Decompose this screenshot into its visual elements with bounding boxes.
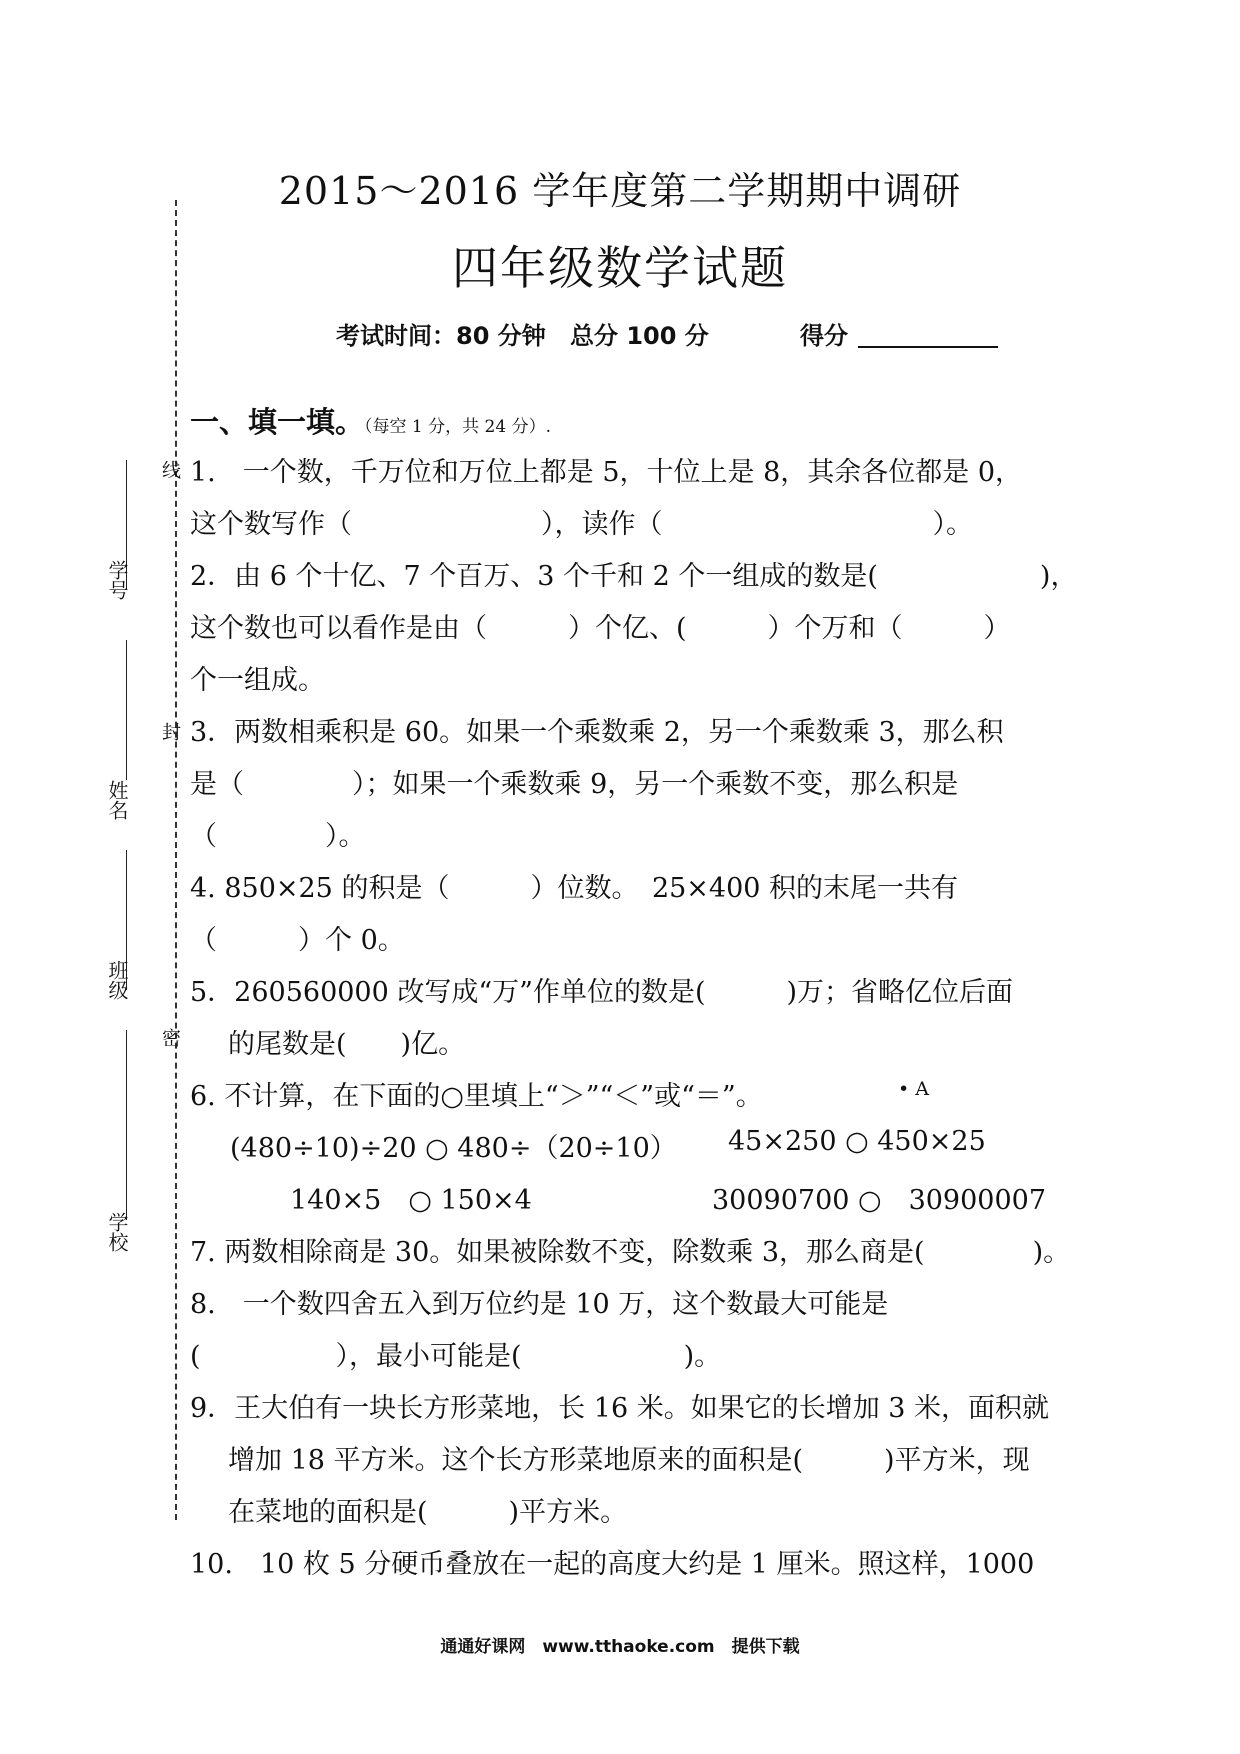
- binding-mark-line: 线: [159, 460, 181, 479]
- class-label: 班级: [105, 960, 129, 1000]
- binding-mark-secret: 密: [159, 1028, 181, 1047]
- question-8-line1: 8. 一个数四舍五入到万位约是 10 万，这个数最大可能是: [190, 1289, 889, 1320]
- score-blank-line: [858, 346, 998, 348]
- question-1-line2: 这个数写作（ ），读作（ ）。: [190, 509, 973, 540]
- question-10-line1: 10. 10 枚 5 分硬币叠放在一起的高度大约是 1 厘米。照这样，1000: [190, 1549, 1035, 1580]
- school-line: [126, 1030, 127, 1220]
- question-3-line1: 3．两数相乘积是 60。如果一个乘数乘 2，另一个乘数乘 3，那么积: [190, 717, 1004, 748]
- student-id-label: 学号: [105, 560, 129, 600]
- question-2-line3: 个一组成。: [190, 665, 325, 696]
- question-6-row1-right: 45×250 ○ 450×25: [728, 1126, 986, 1157]
- question-3-line3: （ ）。: [190, 821, 366, 852]
- question-5-line1: 5．260560000 改写成“万”作单位的数是( )万；省略亿位后面: [190, 977, 1014, 1008]
- question-6-row1-left: (480÷10)÷20 ○ 480÷（20÷10）: [230, 1133, 677, 1164]
- total-score: 总分 100 分: [570, 322, 709, 350]
- question-5-line2: 的尾数是( )亿。: [228, 1029, 466, 1060]
- name-line: [126, 640, 127, 780]
- name-label: 姓名: [105, 780, 129, 820]
- section-heading: [190, 400, 551, 441]
- question-4-line1: 4. 850×25 的积是（ ）位数。 25×400 积的末尾一共有: [190, 873, 959, 904]
- question-7: 7. 两数相除商是 30。如果被除数不变，除数乘 3，那么商是( )。: [190, 1237, 1071, 1268]
- question-9-line2: 增加 18 平方米。这个长方形菜地原来的面积是( )平方米，现: [228, 1445, 1030, 1476]
- question-6-line1: 6. 不计算，在下面的○里填上“＞”“＜”或“＝”。: [190, 1081, 763, 1112]
- question-6-mark: • A: [898, 1078, 929, 1100]
- question-9-line3: 在菜地的面积是( )平方米。: [228, 1497, 628, 1528]
- question-2-line2: 这个数也可以看作是由（ ）个亿、( ）个万和（ ）: [190, 613, 1011, 644]
- binding-dashed-line: [175, 200, 177, 1520]
- question-6-row2-left: 140×5 ○ 150×4: [290, 1185, 532, 1216]
- binding-mark-seal: 封: [159, 722, 181, 741]
- exam-title-line1: 2015～2016 学年度第二学期期中调研: [278, 169, 962, 213]
- question-2-line1: 2．由 6 个十亿、7 个百万、3 个千和 2 个一组成的数是( )，: [190, 561, 1078, 592]
- question-4-line2: （ ）个 0。: [190, 925, 405, 956]
- question-3-line2: 是（ ）；如果一个乘数乘 9，另一个乘数不变，那么积是: [190, 769, 959, 800]
- school-label: 学校: [105, 1212, 129, 1252]
- section-note: （每空 1 分，共 24 分）.: [364, 417, 551, 437]
- exam-time: 考试时间：80 分钟: [336, 322, 546, 350]
- footer-text: 通通好课网 www.tthaoke.com 提供下载: [440, 1637, 800, 1657]
- question-1-line1: 1. 一个数，千万位和万位上都是 5，十位上是 8，其余各位都是 0，: [190, 457, 1023, 488]
- question-9-line1: 9．王大伯有一块长方形菜地，长 16 米。如果它的长增加 3 米，面积就: [190, 1393, 1050, 1424]
- score-label: 得分: [800, 322, 848, 350]
- question-6-row2-right: 30090700 ○ 30900007: [712, 1185, 1046, 1216]
- question-8-line2: ( ），最小可能是( )。: [190, 1341, 722, 1372]
- exam-title-line2: 四年级数学试题: [452, 241, 788, 295]
- section-title: 一、填一填。: [190, 405, 365, 439]
